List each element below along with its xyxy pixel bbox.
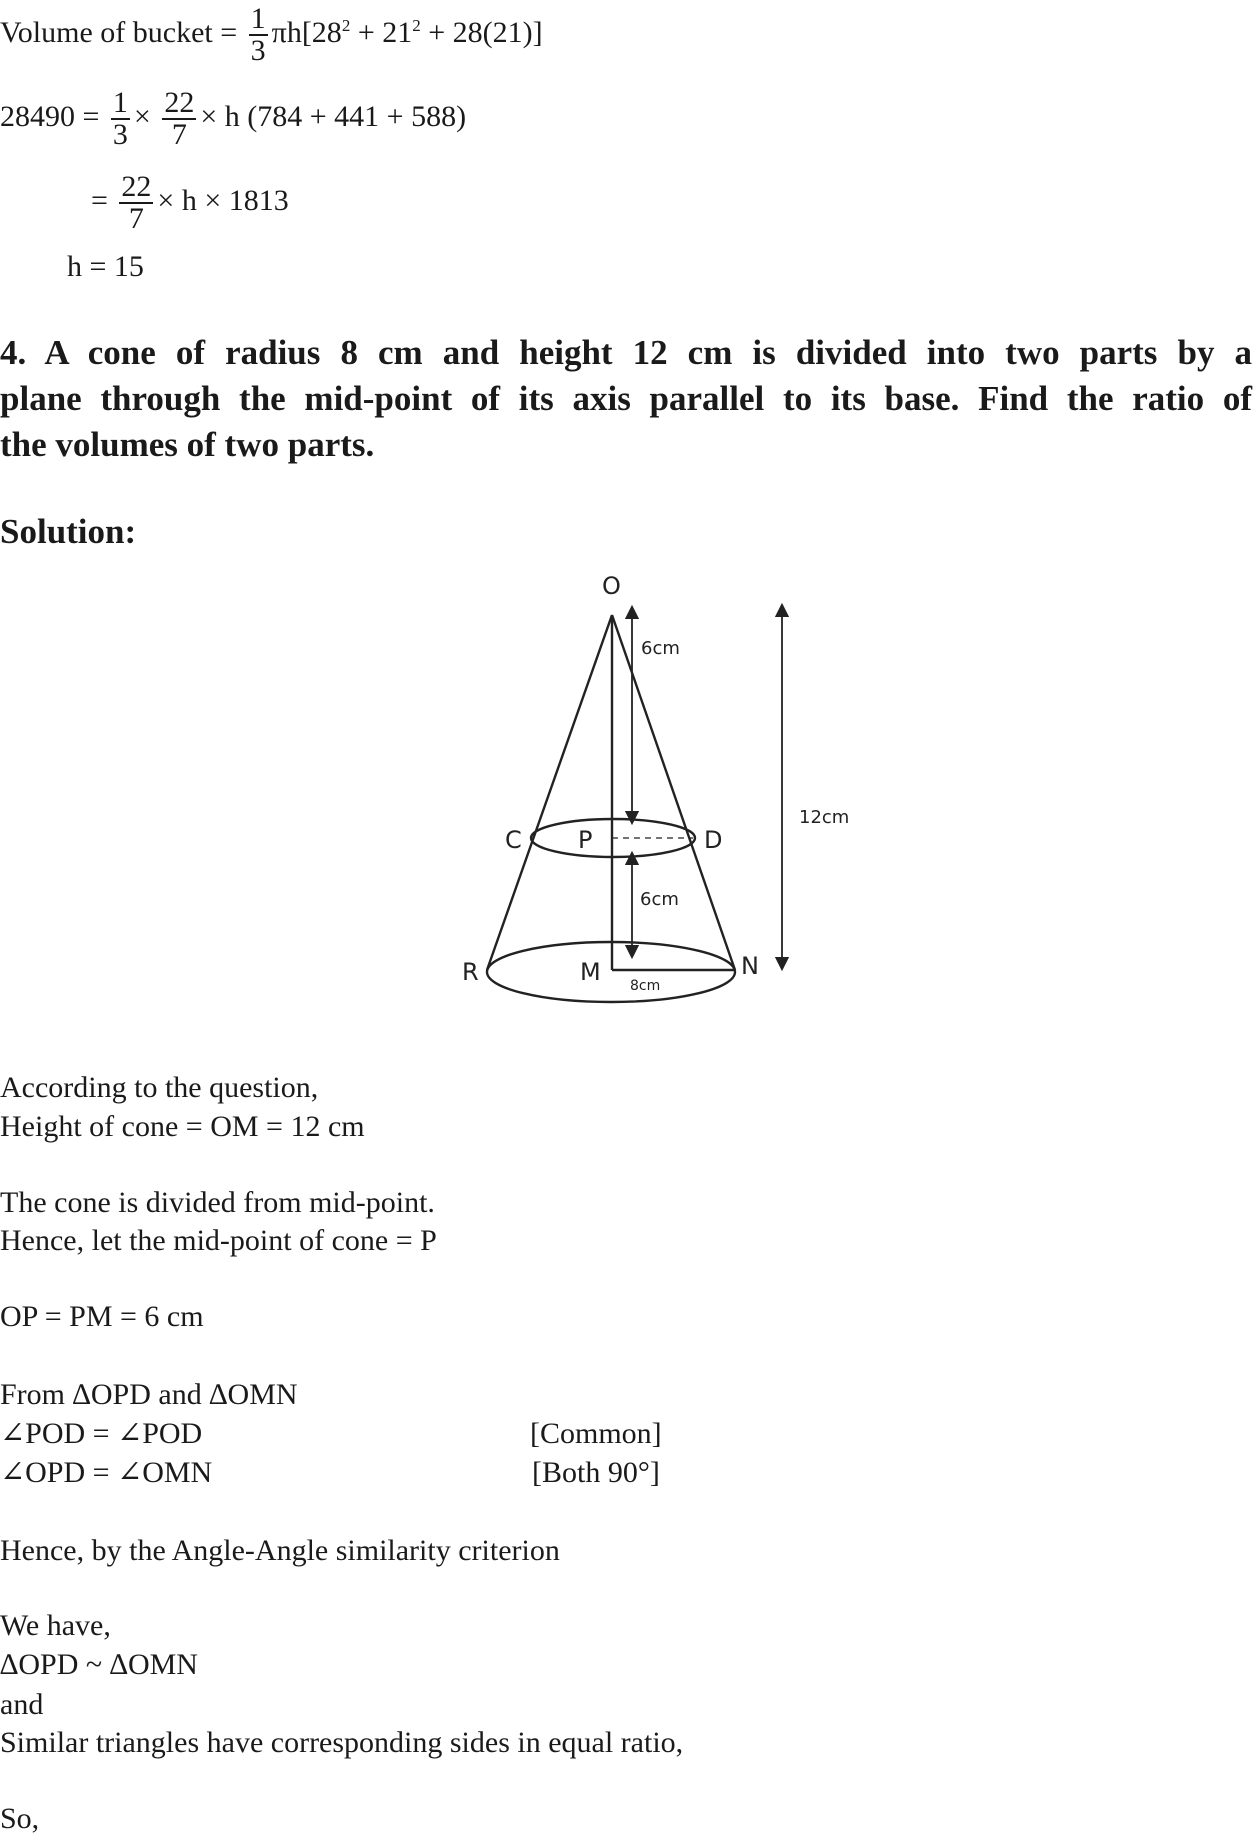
fraction — [162, 88, 196, 150]
label-o: O — [602, 572, 621, 600]
equation-volume-of-bucket — [0, 4, 543, 66]
eq-lhs: Volume of bucket = — [0, 15, 238, 49]
denominator: 3 — [112, 118, 128, 151]
fraction — [119, 172, 153, 234]
label-lower-6cm: 6cm — [640, 889, 679, 910]
body-line: OP = PM = 6 cm — [0, 1300, 204, 1333]
equation-1813 — [91, 172, 289, 234]
label-n: N — [741, 952, 759, 980]
body-line: ∠POD = ∠POD — [0, 1417, 203, 1450]
label-12cm: 12cm — [799, 807, 850, 828]
eq-part: + 28(21)] — [420, 15, 543, 49]
denominator: 3 — [250, 34, 266, 67]
numerator: 22 — [121, 170, 152, 203]
body-line: Height of cone = OM = 12 cm — [0, 1110, 365, 1143]
reason-both-90: [Both 90°] — [532, 1456, 660, 1489]
body-line: Similar triangles have corresponding sides in equal ratio, — [0, 1726, 684, 1759]
question-line-1: 4. A cone of radius 8 cm and height 12 cm is divided into two parts by a — [0, 333, 1252, 372]
body-line: ∆OPD ~ ∆OMN — [0, 1648, 198, 1681]
label-m: M — [580, 958, 601, 986]
denominator: 7 — [171, 118, 187, 151]
eq-lhs: 28490 = — [0, 99, 100, 133]
label-8cm: 8cm — [630, 978, 661, 994]
equation-h: h = 15 — [67, 250, 144, 283]
body-line: From ∆OPD and ∆OMN — [0, 1378, 298, 1411]
question-line-3: the volumes of two parts. — [0, 425, 375, 464]
exponent: 2 — [341, 15, 351, 35]
reason-common: [Common] — [530, 1417, 662, 1450]
label-r: R — [462, 958, 479, 986]
cone-diagram — [450, 560, 870, 1010]
solution-heading: Solution: — [0, 512, 137, 551]
fraction — [249, 4, 268, 66]
label-p: P — [578, 826, 593, 854]
numerator: 22 — [164, 86, 195, 119]
body-line: Hence, by the Angle-Angle similarity criterion — [0, 1534, 560, 1567]
question-line-2: plane through the mid-point of its axis parallel to its base. Find the ratio of — [0, 379, 1252, 418]
times-sign: × — [133, 99, 151, 133]
fraction — [111, 88, 130, 150]
eq-part: + 21 — [350, 15, 413, 49]
cone-side-right — [612, 615, 735, 970]
label-c: C — [505, 826, 522, 854]
denominator: 7 — [128, 202, 144, 235]
body-line: and — [0, 1688, 44, 1721]
label-upper-6cm: 6cm — [641, 638, 680, 659]
body-line: We have, — [0, 1609, 111, 1642]
body-line: Hence, let the mid-point of cone = P — [0, 1224, 437, 1257]
eq-part: × h × 1813 — [157, 183, 289, 217]
body-line: According to the question, — [0, 1071, 319, 1104]
body-line: ∠OPD = ∠OMN — [0, 1456, 213, 1489]
body-line: The cone is divided from mid-point. — [0, 1186, 435, 1219]
equation-28490 — [0, 88, 466, 150]
numerator: 1 — [112, 86, 128, 119]
body-line: So, — [0, 1802, 40, 1835]
numerator: 1 — [250, 2, 266, 35]
eq-part: πh[28 — [271, 15, 342, 49]
eq-part: × h (784 + 441 + 588) — [200, 99, 467, 133]
cone-side-left — [487, 615, 612, 970]
label-d: D — [704, 826, 723, 854]
exponent: 2 — [412, 15, 421, 35]
eq-lhs: = — [91, 183, 108, 217]
